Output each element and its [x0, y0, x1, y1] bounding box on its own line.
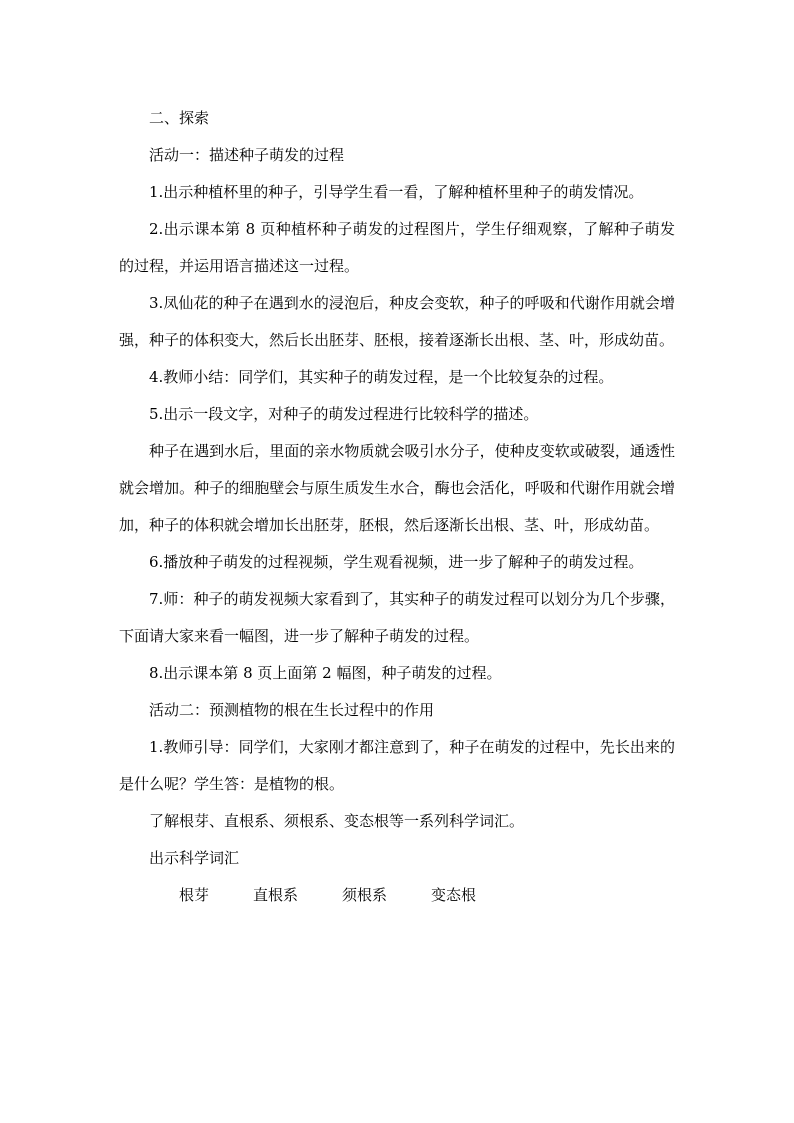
paragraph: 6.播放种子萌发的过程视频，学生观看视频，进一步了解种子的萌发过程。 [149, 553, 644, 571]
paragraph: 出示科学词汇 [149, 849, 240, 867]
paragraph: 1.教师引导：同学们，大家刚才都注意到了，种子在萌发的过程中，先长出来的是什么呢？学生答：是植物的根。 [119, 738, 675, 793]
vocab-term: 变态根 [431, 886, 477, 904]
vocab-term: 直根系 [253, 886, 299, 904]
activity-two-heading: 活动二：预测植物的根在生长过程中的作用 [149, 701, 435, 719]
paragraph: 3.凤仙花的种子在遇到水的浸泡后，种皮会变软，种子的呼吸和代谢作用就会增强，种子的体积变大，然后长出胚芽、胚根，接着逐渐长出根、茎、叶，形成幼苗。 [119, 294, 675, 349]
vocab-term: 须根系 [342, 886, 388, 904]
paragraph: 了解根芽、直根系、须根系、变态根等一系列科学词汇。 [149, 812, 525, 830]
paragraph: 1.出示种植杯里的种子，引导学生看一看，了解种植杯里种子的萌发情况。 [149, 183, 644, 201]
vocab-list [119, 877, 675, 914]
paragraph: 7.师：种子的萌发视频大家看到了，其实种子的萌发过程可以划分为几个步骤，下面请大家来看一幅图，进一步了解种子萌发的过程。 [119, 590, 675, 645]
paragraph: 5.出示一段文字，对种子的萌发过程进行比较科学的描述。 [149, 405, 539, 423]
vocab-term: 根芽 [179, 886, 210, 904]
activity-one-heading: 活动一：描述种子萌发的过程 [149, 146, 345, 164]
document-body [119, 100, 675, 914]
paragraph: 2.出示课本第 8 页种植杯种子萌发的过程图片，学生仔细观察，了解种子萌发的过程，并运用语言描述这一过程。 [119, 220, 675, 275]
paragraph: 8.出示课本第 8 页上面第 2 幅图，种子萌发的过程。 [149, 664, 502, 682]
section-heading: 二、探索 [149, 109, 210, 127]
paragraph: 种子在遇到水后，里面的亲水物质就会吸引水分子，使种皮变软或破裂，通透性就会增加。种子的细胞壁会与原生质发生水合，酶也会活化，呼吸和代谢作用就会增加，种子的体积就会增加长出胚芽，胚根，然后逐渐长出根、茎、叶，形成幼苗。 [119, 442, 675, 534]
paragraph: 4.教师小结：同学们，其实种子的萌发过程，是一个比较复杂的过程。 [149, 368, 614, 386]
